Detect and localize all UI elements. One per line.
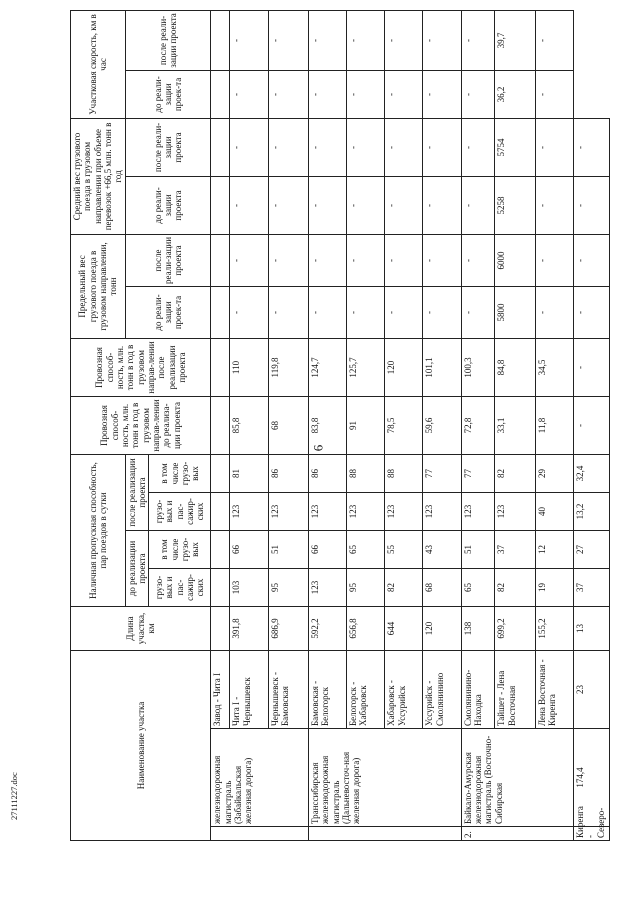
cell-c1: 95 bbox=[268, 568, 308, 606]
cell-l1 bbox=[211, 286, 230, 338]
cell-a1: - bbox=[268, 176, 308, 234]
cell-a2: - bbox=[347, 118, 385, 176]
header-cap-before-total: грузо-вых и пас-сажир-ских bbox=[149, 568, 211, 606]
cell-c2: 66 bbox=[308, 530, 346, 568]
cell-c4: 88 bbox=[385, 454, 423, 492]
section-name: Бамовская - Белогорск bbox=[308, 650, 346, 728]
cell-l1: - bbox=[347, 286, 385, 338]
cell-c2: 43 bbox=[423, 530, 461, 568]
cell-c3: 37 bbox=[573, 568, 609, 606]
cell-a1: - bbox=[308, 176, 346, 234]
cell-c2: 55 bbox=[385, 530, 423, 568]
cell-p2: 100,3 bbox=[461, 338, 495, 396]
table-row bbox=[573, 10, 609, 840]
cell-a1: - bbox=[423, 176, 461, 234]
header-limit-before: до реали-зации проек-та bbox=[125, 286, 211, 338]
cell-l1: - bbox=[230, 286, 268, 338]
header-limit-after: после реали-зации проекта bbox=[125, 234, 211, 286]
cell-l2: - bbox=[268, 234, 308, 286]
cell-s2: - bbox=[230, 10, 268, 70]
cell-l2: - bbox=[230, 234, 268, 286]
cell-a1: - bbox=[385, 176, 423, 234]
header-limit-weight: Предельный вес грузового поезда в грузовом направлении, тонн bbox=[71, 234, 126, 338]
cell-a1 bbox=[211, 176, 230, 234]
cell-s1 bbox=[211, 70, 230, 118]
cell-length: 120 bbox=[423, 606, 461, 650]
table-row bbox=[211, 10, 230, 840]
cell-c1: 82 bbox=[495, 568, 535, 606]
cell-l2: - bbox=[308, 234, 346, 286]
cell-s2: - bbox=[535, 10, 573, 70]
table-row bbox=[230, 10, 268, 840]
cell-c1: 19 bbox=[535, 568, 573, 606]
cell-p2 bbox=[211, 338, 230, 396]
cell-s1: - bbox=[423, 70, 461, 118]
cell-l1: 5800 bbox=[495, 286, 535, 338]
cell-a2: 5754 bbox=[495, 118, 535, 176]
cell-s1: - bbox=[308, 70, 346, 118]
group-name: железнодорожная магистраль (Забайкальская железная дорога) bbox=[211, 729, 309, 827]
header-avg-before: до реали-зации проекта bbox=[125, 176, 211, 234]
cell-c2: 51 bbox=[461, 530, 495, 568]
cell-c3: 123 bbox=[495, 492, 535, 530]
cell-c1: 23 bbox=[573, 650, 609, 728]
cell-c2: 13 bbox=[573, 606, 609, 650]
doc-id: 27111227.doc bbox=[9, 772, 19, 820]
cell-c4: 88 bbox=[347, 454, 385, 492]
cell-l2: - bbox=[347, 234, 385, 286]
cell-length: 138 bbox=[461, 606, 495, 650]
cell-p2: 124,7 bbox=[308, 338, 346, 396]
cell-a2: - bbox=[385, 118, 423, 176]
header-carry-after: Провозная способ-ность, млн. тонн в год в грузовом направ-лении после реализации проекта bbox=[71, 338, 211, 396]
cell-p2: 101,1 bbox=[423, 338, 461, 396]
cell-p2: 110 bbox=[230, 338, 268, 396]
header-name: Наименование участка bbox=[71, 650, 211, 840]
cell-c1: 103 bbox=[230, 568, 268, 606]
cell-a2 bbox=[211, 118, 230, 176]
cell-l2: - bbox=[573, 338, 609, 396]
cell-p1: 83,8 bbox=[308, 396, 346, 454]
header-cap-before-freight: в том числе грузо-вых bbox=[149, 530, 211, 568]
cell-s2: - bbox=[461, 10, 495, 70]
section-name: Чернышевск - Бамовская bbox=[268, 650, 308, 728]
section-name: Хабаровск - Уссурийск bbox=[385, 650, 423, 728]
section-name: Смолянинино-Находка bbox=[461, 650, 495, 728]
cell-a1: - bbox=[230, 176, 268, 234]
data-table bbox=[70, 10, 610, 841]
cell-c4: 77 bbox=[423, 454, 461, 492]
cell-c2 bbox=[211, 530, 230, 568]
cell-c4: 86 bbox=[268, 454, 308, 492]
cell-c3: 123 bbox=[423, 492, 461, 530]
cell-c3: 123 bbox=[230, 492, 268, 530]
cell-s1: 36,2 bbox=[495, 70, 535, 118]
table-row bbox=[308, 10, 346, 840]
cell-c3: 40 bbox=[535, 492, 573, 530]
cell-l1: - bbox=[268, 286, 308, 338]
cell-c4: 27 bbox=[573, 530, 609, 568]
cell-p2: 119,8 bbox=[268, 338, 308, 396]
cell-a2: - bbox=[230, 118, 268, 176]
cell-l1: - bbox=[385, 286, 423, 338]
cell-p1: 13,2 bbox=[573, 492, 609, 530]
cell-p1: 78,5 bbox=[385, 396, 423, 454]
table-row bbox=[347, 10, 385, 840]
section-name: Белогорск - Хабаровск bbox=[347, 650, 385, 728]
cell-c3: 123 bbox=[347, 492, 385, 530]
cell-s2: - bbox=[423, 10, 461, 70]
cell-s2: 39,7 bbox=[495, 10, 535, 70]
section-name: Киренга - Северо- bbox=[573, 827, 609, 841]
cell-c2: 51 bbox=[268, 530, 308, 568]
cell-l2: - bbox=[385, 234, 423, 286]
cell-a1: - bbox=[573, 286, 609, 338]
table-row bbox=[495, 10, 535, 840]
cell-length: 174,4 bbox=[573, 729, 609, 827]
header-cap-before: до реализации проекта bbox=[125, 530, 149, 606]
cell-p1 bbox=[211, 396, 230, 454]
cell-s1: - bbox=[535, 70, 573, 118]
header-cap-after-freight: в том числе грузо-вых bbox=[149, 454, 211, 492]
cell-a2: - bbox=[423, 118, 461, 176]
cell-s2: - bbox=[347, 10, 385, 70]
cell-length: 391,8 bbox=[230, 606, 268, 650]
cell-p2: 34,5 bbox=[535, 338, 573, 396]
table-row bbox=[535, 10, 573, 840]
cell-c1: 68 bbox=[423, 568, 461, 606]
cell-p2: 84,8 bbox=[495, 338, 535, 396]
cell-c1 bbox=[211, 568, 230, 606]
cell-p1: 72,8 bbox=[461, 396, 495, 454]
cell-a2: - bbox=[573, 234, 609, 286]
section-name: Тайшет - Лена Восточная bbox=[495, 650, 535, 728]
cell-a1: - bbox=[535, 176, 573, 234]
cell-p1: 11,8 bbox=[535, 396, 573, 454]
group-name: Байкало-Амурская железнодорожная магистраль (Восточно-Сибирская bbox=[461, 729, 573, 827]
cell-l2: 6000 bbox=[495, 234, 535, 286]
header-speed-before: до реали-зации проек-та bbox=[125, 70, 211, 118]
cell-s2: - bbox=[268, 10, 308, 70]
cell-c3: 123 bbox=[268, 492, 308, 530]
cell-p1: 33,1 bbox=[495, 396, 535, 454]
table-row bbox=[268, 10, 308, 840]
cell-s1: - bbox=[268, 70, 308, 118]
table-body bbox=[211, 10, 610, 840]
header-speed-after: после реали-зации проекта bbox=[125, 10, 211, 70]
cell-a1: - bbox=[461, 176, 495, 234]
cell-p1: 85,8 bbox=[230, 396, 268, 454]
header-speed: Участковая скорость, км в час bbox=[71, 10, 126, 118]
cell-s1: - bbox=[573, 176, 609, 234]
cell-p1: 68 bbox=[268, 396, 308, 454]
cell-length: 644 bbox=[385, 606, 423, 650]
cell-length: 155,2 bbox=[535, 606, 573, 650]
group-number bbox=[308, 827, 461, 841]
cell-c2: 65 bbox=[347, 530, 385, 568]
header-avg-after: после реали-зации проекта bbox=[125, 118, 211, 176]
cell-c2: 66 bbox=[230, 530, 268, 568]
cell-l1: - bbox=[461, 286, 495, 338]
cell-l1: - bbox=[535, 286, 573, 338]
table-row bbox=[385, 10, 423, 840]
cell-c4: 81 bbox=[230, 454, 268, 492]
cell-c4: 77 bbox=[461, 454, 495, 492]
cell-a1: - bbox=[347, 176, 385, 234]
section-name: Чита I - Чернышевск bbox=[230, 650, 268, 728]
cell-c3 bbox=[211, 492, 230, 530]
table-row bbox=[423, 10, 461, 840]
cell-length bbox=[211, 606, 230, 650]
cell-a2: - bbox=[268, 118, 308, 176]
group-number: 2. bbox=[461, 827, 573, 841]
rotated-table-container bbox=[70, 11, 610, 841]
cell-c4 bbox=[211, 454, 230, 492]
cell-c4: 82 bbox=[495, 454, 535, 492]
cell-c4: 86 bbox=[308, 454, 346, 492]
cell-l2: - bbox=[461, 234, 495, 286]
cell-a2: - bbox=[461, 118, 495, 176]
cell-length: 656,8 bbox=[347, 606, 385, 650]
section-name: Уссурийск - Смолянинино bbox=[423, 650, 461, 728]
cell-p2: 32,4 bbox=[573, 454, 609, 492]
cell-l1: - bbox=[308, 286, 346, 338]
cell-length: 699,2 bbox=[495, 606, 535, 650]
cell-p2: 125,7 bbox=[347, 338, 385, 396]
cell-c1: 82 bbox=[385, 568, 423, 606]
header-avg-weight: Средний вес грузового поезда в грузовом направлении при объеме перевозок +66,5 млн. тонн в год bbox=[71, 118, 126, 234]
section-name: Лена Восточная - Киренга bbox=[535, 650, 573, 728]
header-capacity: Наличная пропускная способность, пар поездов в сутки bbox=[71, 454, 126, 606]
cell-p1: 91 bbox=[347, 396, 385, 454]
cell-c1: 65 bbox=[461, 568, 495, 606]
cell-c4: 29 bbox=[535, 454, 573, 492]
cell-l2 bbox=[211, 234, 230, 286]
cell-a2: - bbox=[535, 118, 573, 176]
cell-p2: 120 bbox=[385, 338, 423, 396]
cell-a1: 5258 bbox=[495, 176, 535, 234]
cell-c2: 12 bbox=[535, 530, 573, 568]
cell-p1: 59,6 bbox=[423, 396, 461, 454]
cell-length: 592,2 bbox=[308, 606, 346, 650]
cell-s2: - bbox=[385, 10, 423, 70]
cell-s2 bbox=[211, 10, 230, 70]
page-number: 6 bbox=[310, 444, 326, 452]
cell-l1: - bbox=[573, 396, 609, 454]
group-number bbox=[211, 827, 309, 841]
cell-s2: - bbox=[573, 118, 609, 176]
cell-s1: - bbox=[230, 70, 268, 118]
table-row bbox=[461, 10, 495, 840]
cell-c3: 123 bbox=[308, 492, 346, 530]
cell-s1: - bbox=[347, 70, 385, 118]
section-name: Завод - Чита I bbox=[211, 650, 230, 728]
cell-a2: - bbox=[308, 118, 346, 176]
cell-c1: 123 bbox=[308, 568, 346, 606]
cell-l1: - bbox=[423, 286, 461, 338]
cell-c1: 95 bbox=[347, 568, 385, 606]
cell-s2: - bbox=[308, 10, 346, 70]
cell-c2: 37 bbox=[495, 530, 535, 568]
header-cap-after-total: грузо-вых и пас-сажир-ских bbox=[149, 492, 211, 530]
cell-s1: - bbox=[461, 70, 495, 118]
cell-l2: - bbox=[535, 234, 573, 286]
header-length: Длина участка, км bbox=[71, 606, 211, 650]
header-cap-after: после реализации проекта bbox=[125, 454, 149, 530]
cell-l2: - bbox=[423, 234, 461, 286]
group-name: Транссибирская железнодорожная магистраль (Дальневосточ-ная железная дорога) bbox=[308, 729, 461, 827]
cell-c3: 123 bbox=[461, 492, 495, 530]
cell-length: 686,9 bbox=[268, 606, 308, 650]
cell-s1: - bbox=[385, 70, 423, 118]
header-carry-before: Провозная способ-ность, млн. тонн в год в грузовом направ-лении до реализа-ции проекта bbox=[71, 396, 211, 454]
cell-c3: 123 bbox=[385, 492, 423, 530]
